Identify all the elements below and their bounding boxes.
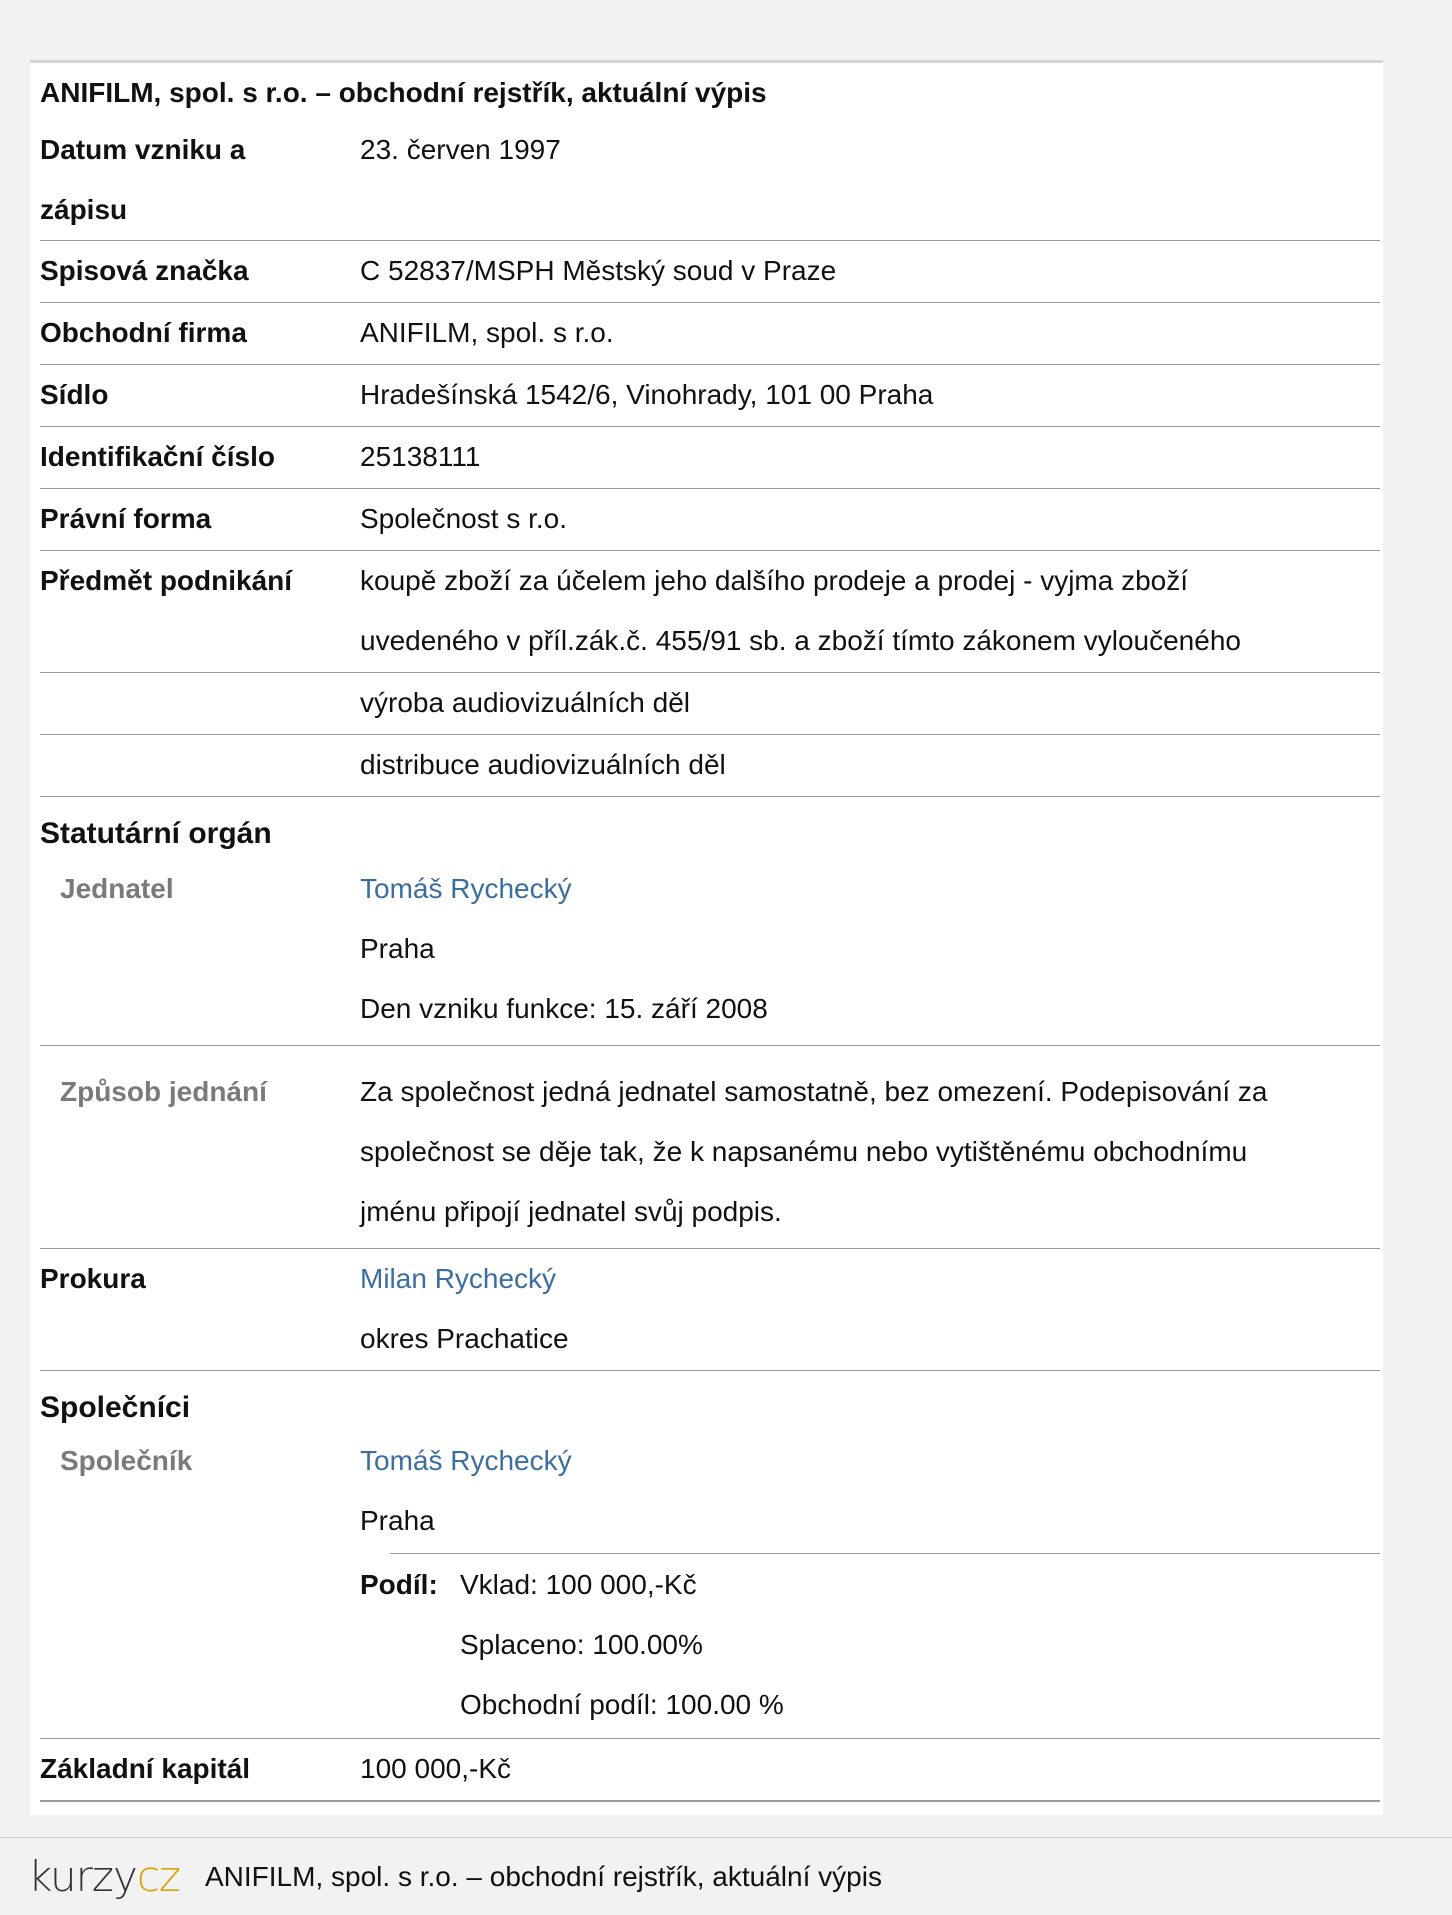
jednatel-since: Den vzniku funkce: 15. září 2008 [360, 993, 768, 1024]
label-pravni-forma: Právní forma [40, 503, 212, 534]
row-predmet-item [40, 735, 1380, 797]
section-heading-spolecnici: Společníci [40, 1391, 191, 1424]
row-spolecnik [40, 1431, 1380, 1739]
kurzy-cz-logo[interactable]: kurzycz [28, 1852, 180, 1901]
row-sidlo [40, 365, 1380, 427]
podil-label: Podíl: [360, 1569, 438, 1600]
label-spolecnik: Společník [60, 1445, 193, 1476]
value-ico: 25138111 [360, 441, 481, 472]
row-obchodni-firma [40, 303, 1380, 365]
value-pravni-forma: Společnost s r.o. [360, 503, 568, 534]
jednatel-name-link[interactable]: Tomáš Rychecký [360, 873, 572, 904]
label-predmet-podnikani: Předmět podnikání [40, 565, 293, 596]
value-jednatel [360, 859, 1370, 1039]
row-predmet-podnikani [40, 551, 1380, 673]
prokura-place: okres Prachatice [360, 1323, 569, 1354]
row-jednatel [40, 859, 1380, 1046]
footer-bar [0, 1837, 1452, 1915]
row-datum-vzniku [40, 120, 1380, 241]
podil-divider [390, 1553, 1380, 1554]
value-zakladni-kapital: 100 000,-Kč [360, 1753, 511, 1784]
row-ico [40, 427, 1380, 489]
row-spisova-znacka [40, 241, 1380, 303]
label-obchodni-firma: Obchodní firma [40, 317, 247, 348]
row-prokura [40, 1249, 1380, 1371]
podil-splaceno: Splaceno: 100.00% [460, 1629, 703, 1660]
jednatel-city: Praha [360, 933, 435, 964]
row-zakladni-kapital [40, 1739, 1380, 1802]
label-prokura: Prokura [40, 1263, 146, 1294]
prokura-name-link[interactable]: Milan Rychecký [360, 1263, 557, 1294]
spolecnik-name-link[interactable]: Tomáš Rychecký [360, 1445, 572, 1476]
value-sidlo: Hradešínská 1542/6, Vinohrady, 101 00 Praha [360, 379, 934, 410]
section-heading-statutarni-organ: Statutární orgán [40, 817, 272, 850]
label-zakladni-kapital: Základní kapitál [40, 1753, 251, 1784]
label-sidlo: Sídlo [40, 379, 109, 410]
predmet-item: výroba audiovizuálních děl [360, 687, 690, 718]
predmet-item: koupě zboží za účelem jeho dalšího prodeje a prodej - vyjma zboží uvedeného v příl.zák.č. 455/91 sb. a zboží tímto zákonem vyloučeného [360, 565, 1241, 656]
value-obchodni-firma: ANIFILM, spol. s r.o. [360, 317, 614, 348]
value-datum-vzniku: 23. červen 1997 [360, 134, 561, 165]
document-title: ANIFILM, spol. s r.o. – obchodní rejstřík, aktuální výpis [40, 77, 767, 108]
podil-obchodni: Obchodní podíl: 100.00 % [460, 1689, 784, 1720]
label-spisova-znacka: Spisová značka [40, 255, 249, 286]
register-extract [30, 60, 1383, 1815]
label-ico: Identifikační číslo [40, 441, 275, 472]
value-zpusob-jednani: Za společnost jedná jednatel samostatně, bez omezení. Podepisování za společnost se děje tak, že k napsanému nebo vytištěnému obchodnímu jménu připojí jednatel svůj podpis. [360, 1076, 1268, 1227]
spolecnik-city: Praha [360, 1505, 435, 1536]
row-predmet-item [40, 673, 1380, 735]
value-spolecnik [360, 1431, 1370, 1551]
podil-vklad: Vklad: 100 000,-Kč [460, 1569, 697, 1600]
row-zpusob-jednani [40, 1046, 1380, 1249]
row-pravni-forma [40, 489, 1380, 551]
label-jednatel: Jednatel [60, 873, 174, 904]
podil-values [460, 1555, 1370, 1735]
value-spisova-znacka: C 52837/MSPH Městský soud v Praze [360, 255, 837, 286]
predmet-item: distribuce audiovizuálních děl [360, 749, 726, 780]
label-zpusob-jednani: Způsob jednání [60, 1076, 267, 1107]
label-datum-vzniku: Datum vzniku a zápisu [40, 134, 246, 225]
value-prokura [360, 1249, 1370, 1369]
footer-title: ANIFILM, spol. s r.o. – obchodní rejstřík, aktuální výpis [205, 1861, 882, 1892]
